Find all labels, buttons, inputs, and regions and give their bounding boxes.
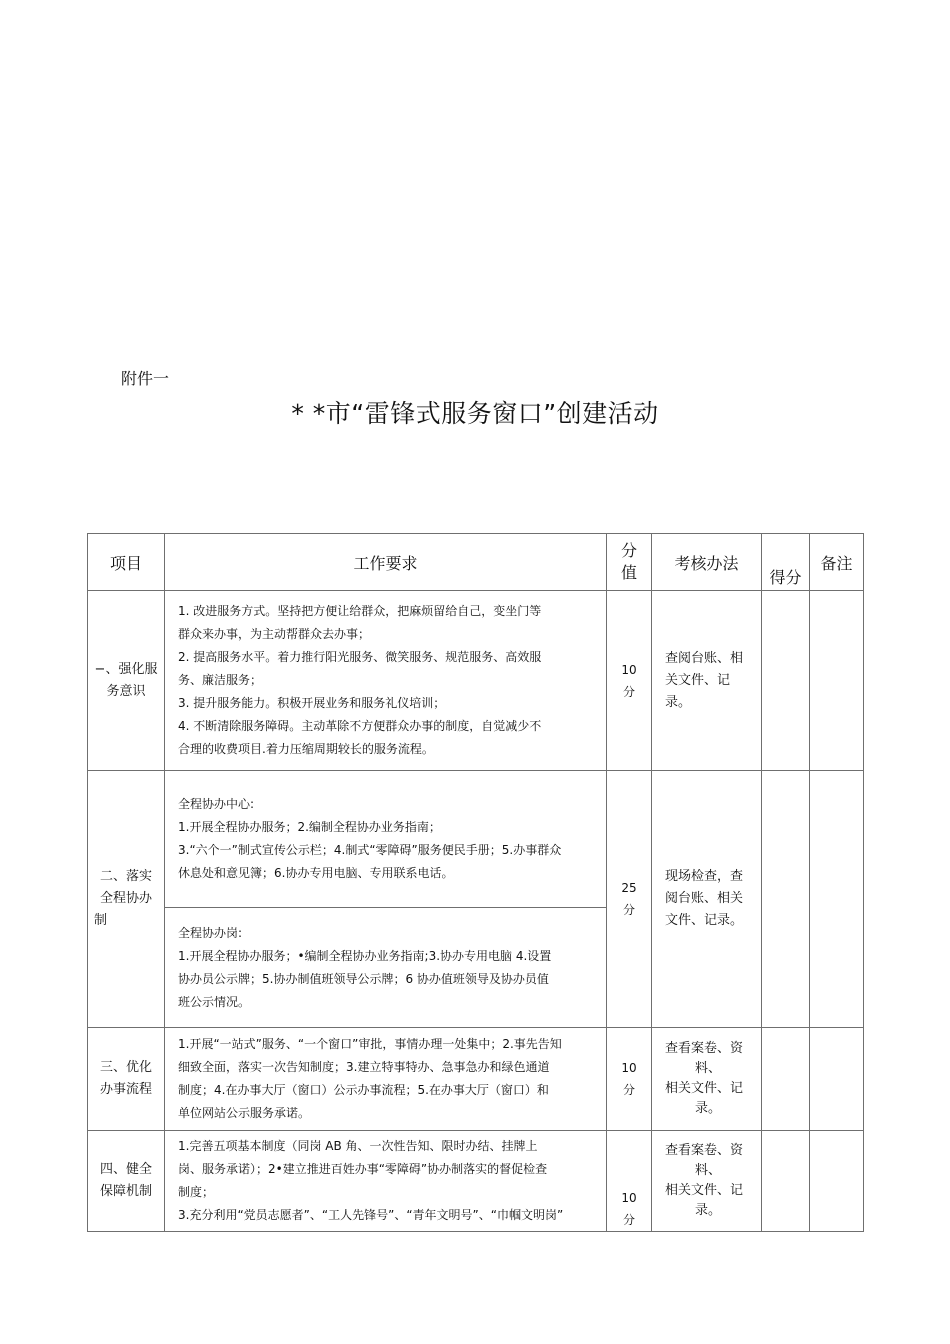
project-line: 保障机制 xyxy=(99,1184,152,1199)
remarks-cell[interactable] xyxy=(810,771,864,1028)
project-line: 三、优化 xyxy=(99,1060,152,1075)
requirement-line: 制度；4.在办事大厅（窗口）公示办事流程；5.在办事大厅（窗口）和 xyxy=(178,1083,549,1097)
header-score xyxy=(607,534,652,591)
project-line: −、强化服 xyxy=(94,661,158,677)
score-cell xyxy=(607,1131,652,1232)
requirements-cell-post xyxy=(165,908,607,1028)
requirement-line: 全程协办中心: xyxy=(178,797,255,811)
method-line: 阅台账、相关 xyxy=(665,891,744,906)
requirement-line: 4. 不断清除服务障碍。主动革除不方便群众办事的制度，自觉减少不 xyxy=(178,719,542,733)
requirement-line: 2. 提高服务水平。着力推行阳光服务、微笑服务、规范服务、高效服 xyxy=(178,650,542,664)
requirement-line: 全程协办岗: xyxy=(178,925,243,940)
score-unit: 分 xyxy=(622,684,635,699)
score-value: 10 xyxy=(621,662,637,677)
requirement-line: 1. 改进服务方式。坚持把方便让给群众，把麻烦留给自己，变坐门等 xyxy=(178,604,542,618)
points-cell[interactable] xyxy=(762,771,810,1028)
header-project: 项目 xyxy=(88,534,165,591)
table-row xyxy=(88,1028,864,1131)
project-cell xyxy=(88,1028,165,1131)
method-line: 录。 xyxy=(665,694,692,710)
method-cell xyxy=(652,591,762,771)
requirement-line: 协办员公示牌；5.协办制值班领导公示牌；6 协办值班领导及协办员值 xyxy=(178,971,549,986)
requirement-line: 1.开展全程协办服务；2.编制全程协办业务指南； xyxy=(178,820,441,834)
project-line: 制 xyxy=(94,913,108,928)
method-line: 关文件、记 xyxy=(665,672,731,688)
method-cell xyxy=(652,771,762,1028)
table-row xyxy=(88,1131,864,1232)
method-line: 查看案卷、资 xyxy=(665,1143,744,1158)
method-line: 相关文件、记 xyxy=(665,1081,744,1096)
assessment-table xyxy=(87,533,864,1232)
score-unit: 分 xyxy=(622,903,635,917)
requirements-cell-center xyxy=(165,771,607,908)
score-cell xyxy=(607,591,652,771)
requirement-line: 班公示情况。 xyxy=(178,994,251,1009)
method-line: 料、 xyxy=(694,1061,721,1076)
requirements-cell xyxy=(165,1028,607,1131)
table-row xyxy=(88,591,864,771)
project-line: 二、落实 xyxy=(99,869,152,884)
remarks-cell[interactable] xyxy=(810,591,864,771)
method-line: 录。 xyxy=(694,1101,721,1116)
remarks-cell[interactable] xyxy=(810,1131,864,1232)
project-line: 四、健全 xyxy=(99,1162,152,1177)
requirement-line: 3.充分利用“党员志愿者”、“工人先锋号”、“青年文明号”、“巾帼文明岗” xyxy=(178,1208,564,1222)
requirement-line: 细致全面，落实一次告知制度；3.建立特事特办、急事急办和绿色通道 xyxy=(178,1060,550,1074)
score-unit: 分 xyxy=(622,1083,635,1097)
points-cell[interactable] xyxy=(762,591,810,771)
score-value: 10 xyxy=(621,1191,637,1205)
requirement-line: 合理的收费项目.着力压缩周期较长的服务流程。 xyxy=(178,742,434,756)
project-line: 全程协办 xyxy=(99,891,152,906)
requirement-line: 单位网站公示服务承诺。 xyxy=(178,1106,311,1120)
table-row xyxy=(88,771,864,908)
header-points: 得分 xyxy=(762,534,810,591)
method-cell xyxy=(652,1131,762,1232)
points-cell[interactable] xyxy=(762,1028,810,1131)
project-cell xyxy=(88,1131,165,1232)
method-line: 相关文件、记 xyxy=(665,1183,744,1198)
requirements-cell xyxy=(165,591,607,771)
project-line: 办事流程 xyxy=(99,1082,152,1097)
score-unit: 分 xyxy=(622,1213,635,1227)
header-score-line1: 分 xyxy=(620,541,637,560)
requirement-line: 3. 提升服务能力。积极开展业务和服务礼仪培训； xyxy=(178,696,446,710)
requirement-line: 岗、服务承诺）；2•建立推进百姓办事“零障碍”协办制落实的督促检查 xyxy=(178,1162,548,1176)
requirement-line: 务、廉洁服务； xyxy=(178,673,263,687)
method-line: 现场检查，查 xyxy=(665,869,744,884)
remarks-cell[interactable] xyxy=(810,1028,864,1131)
requirement-line: 1.开展“一站式”服务、“一个窗口”审批，事情办理一处集中；2.事先告知 xyxy=(178,1037,562,1051)
requirement-line: 1.完善五项基本制度（同岗 AB 角、一次性告知、限时办结、挂牌上 xyxy=(178,1139,538,1153)
method-line: 查阅台账、相 xyxy=(665,650,744,666)
score-value: 25 xyxy=(621,881,637,895)
requirement-line: 群众来办事，为主动帮群众去办事； xyxy=(178,627,371,641)
attachment-label: 附件一 xyxy=(121,369,170,388)
method-cell xyxy=(652,1028,762,1131)
score-value: 10 xyxy=(621,1061,637,1075)
project-line: 务意识 xyxy=(106,683,146,699)
score-cell xyxy=(607,771,652,1028)
method-line: 料、 xyxy=(694,1163,721,1178)
header-method: 考核办法 xyxy=(652,534,762,591)
requirement-line: 3.“六个一”制式宣传公示栏；4.制式“零障碍”服务便民手册；5.办事群众 xyxy=(178,843,562,857)
header-requirements: 工作要求 xyxy=(165,534,607,591)
project-cell xyxy=(88,771,165,1028)
method-line: 录。 xyxy=(694,1203,721,1218)
table-header-row xyxy=(88,534,864,591)
requirements-cell xyxy=(165,1131,607,1232)
project-cell xyxy=(88,591,165,771)
method-line: 查看案卷、资 xyxy=(665,1041,744,1056)
score-cell xyxy=(607,1028,652,1131)
document-title: * *市“雷锋式服务窗口”创建活动 xyxy=(291,399,659,428)
header-score-line2: 值 xyxy=(620,563,637,582)
points-cell[interactable] xyxy=(762,1131,810,1232)
header-remarks: 备注 xyxy=(810,534,864,591)
requirement-line: 制度； xyxy=(178,1185,215,1199)
method-line: 文件、记录。 xyxy=(665,913,744,928)
requirement-line: 1.开展全程协办服务；•编制全程协办业务指南;3.协办专用电脑 4.设置 xyxy=(178,948,552,963)
requirement-line: 休息处和意见簿；6.协办专用电脑、专用联系电话。 xyxy=(178,866,454,880)
